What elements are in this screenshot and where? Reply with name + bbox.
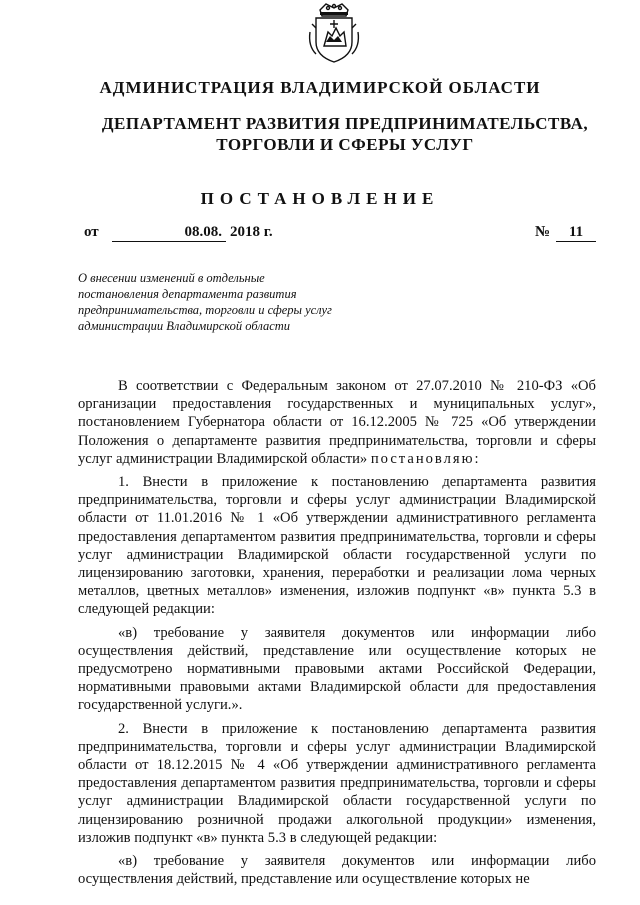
document-body bbox=[78, 377, 596, 888]
subject-line: постановления департамента развития bbox=[78, 287, 297, 301]
item-2-paragraph: 2. Внести в приложение к постановлению департамента развития предпринимательства, торговли и сферы услуг администрации Владимирской области от 18.12.2015 № 4 «Об утверждении административного регламента предоставления департаментом развития предпринимательства, торговли и сферы услуг администрации Владимирской области государственной услуги по лицензированию розничной продажи алкогольной продукции» изменения, изложив подпункт «в» пункта 5.3 в следующей редакции: bbox=[78, 720, 596, 846]
preamble-paragraph bbox=[78, 377, 596, 468]
date-year: 2018 г. bbox=[230, 224, 273, 240]
number-value: 11 bbox=[556, 224, 596, 242]
item-2-quote: «в) требование у заявителя документов или информации либо осуществления действий, представление или осуществление которых не bbox=[78, 853, 596, 888]
number-prefix: № bbox=[535, 224, 551, 240]
department-title-line2: ТОРГОВЛИ И СФЕРЫ УСЛУГ bbox=[216, 135, 474, 154]
item-1-quote: «в) требование у заявителя документов или информации либо осуществления действий, представление или осуществление которых не предусмотрено нормативными правовыми актами Российской Федерации, нормативными правовыми актами Владимирской области для предоставления государственной услуги.». bbox=[78, 624, 596, 714]
preamble-text: В соответствии с Федеральным законом от 27.07.2010 № 210-ФЗ «Об организации предоставления государственных и муниципальных услуг», постановлением Губернатора области от 16.12.2005 № 725 «Об утверждении Положения о департаменте развития предпринимательства, торговли и сферы услуг администрации Владимирской области» bbox=[78, 378, 596, 467]
document-subject bbox=[78, 270, 378, 334]
department-title bbox=[0, 113, 640, 155]
item-1-paragraph: 1. Внести в приложение к постановлению департамента развития предпринимательства, торговли и сферы услуг администрации Владимирской области от 11.01.2016 № 1 «Об утверждении административного регламента предоставления департаментом развития предпринимательства, торговли и сферы услуг администрации Владимирской области государственной услуги по лицензированию заготовки, хранения, переработки и реализации лома черных металлов, цветных металлов» изменения, изложив подпункт «в» пункта 5.3 в следующей редакции: bbox=[78, 474, 596, 618]
subject-line: администрации Владимирской области bbox=[78, 319, 291, 333]
administration-title: АДМИНИСТРАЦИЯ ВЛАДИМИРСКОЙ ОБЛАСТИ bbox=[99, 78, 541, 97]
coat-of-arms-emblem bbox=[306, 2, 362, 68]
department-title-line1: ДЕПАРТАМЕНТ РАЗВИТИЯ ПРЕДПРИНИМАТЕЛЬСТВА, bbox=[101, 114, 589, 133]
subject-line: предпринимательства, торговли и сферы услуг bbox=[78, 303, 332, 317]
subject-line: О внесении изменений в отдельные bbox=[78, 271, 265, 285]
date-value: 08.08. bbox=[112, 224, 226, 242]
document-type: ПОСТАНОВЛЕНИЕ bbox=[200, 189, 440, 208]
document-number bbox=[535, 224, 596, 242]
date-prefix: от bbox=[84, 224, 99, 240]
resolve-word: постановляю: bbox=[370, 450, 481, 467]
